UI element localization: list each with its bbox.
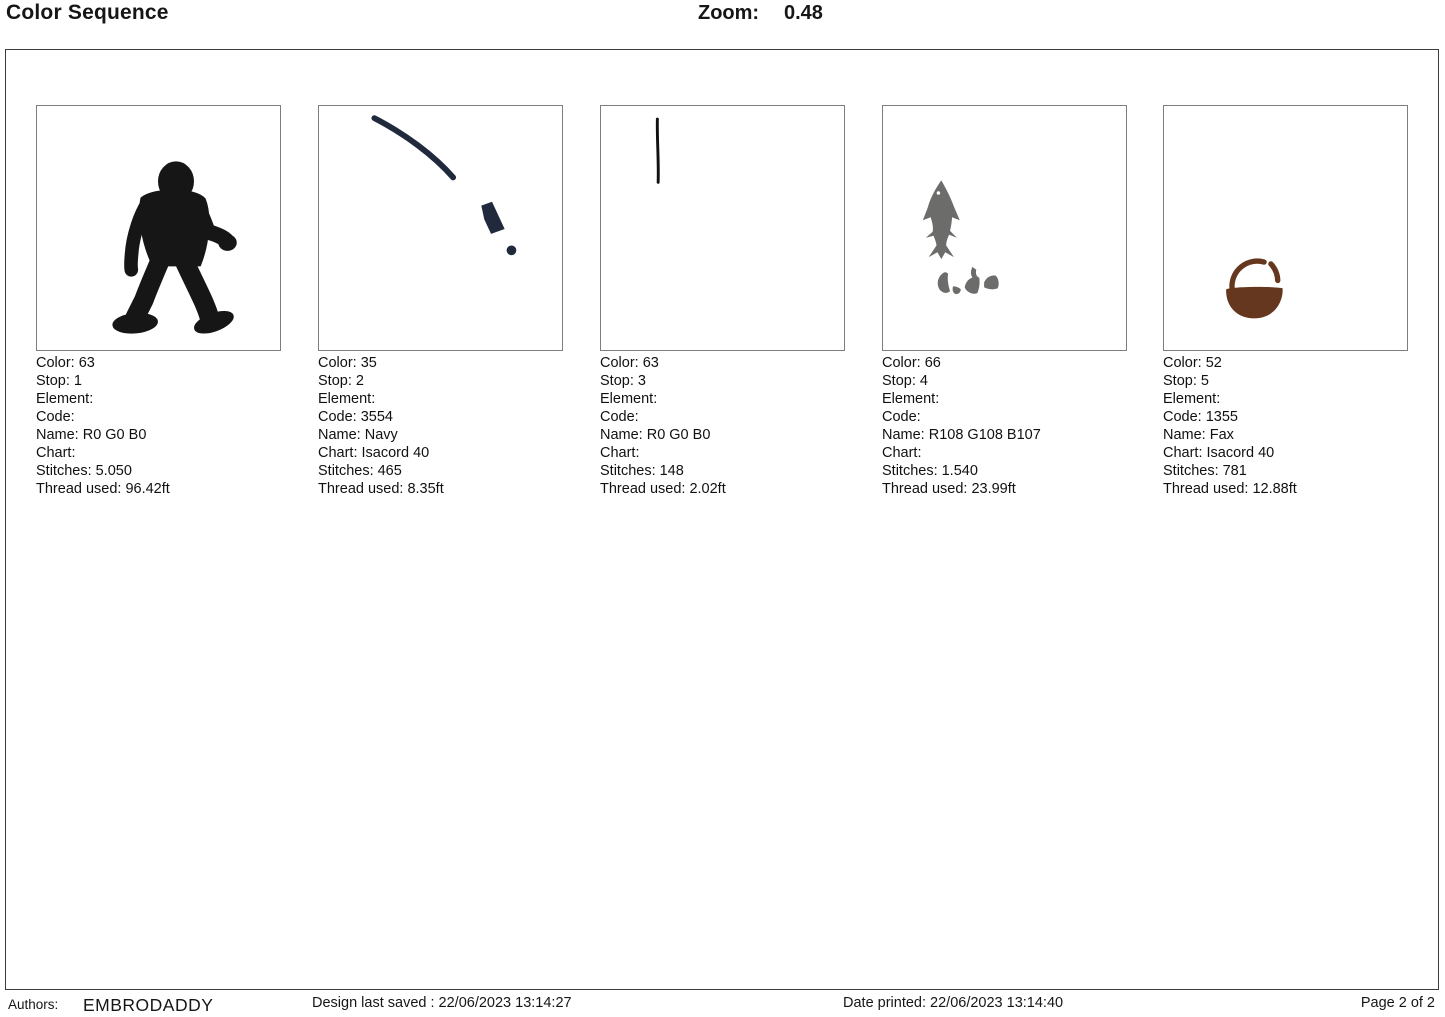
stop-4-thumbnail: [882, 105, 1127, 351]
date-printed: Date printed: 22/06/2023 13:14:40: [843, 995, 1064, 1011]
name-line: Name: R0 G0 B0: [600, 427, 711, 443]
fish-and-pieces-icon: [883, 106, 1126, 350]
color-line: Color: 52: [1163, 355, 1222, 371]
design-last-saved: Design last saved : 22/06/2023 13:14:27: [312, 995, 572, 1011]
element-line: Element:: [36, 391, 94, 407]
single-stitch-line-icon: [601, 106, 844, 350]
authors-label: Authors:: [8, 997, 59, 1012]
code-line: Code: 1355: [1163, 409, 1238, 425]
color-line: Color: 66: [882, 355, 941, 371]
element-line: Element:: [1163, 391, 1221, 407]
stop-line: Stop: 3: [600, 373, 646, 389]
color-line: Color: 35: [318, 355, 377, 371]
stitches-line: Stitches: 465: [318, 463, 402, 479]
stop-1-details: [36, 354, 316, 498]
thread-used-line: Thread used: 2.02ft: [600, 481, 726, 497]
stop-4-details: [882, 354, 1162, 498]
stop-3-details: [600, 354, 880, 498]
chart-line: Chart:: [882, 445, 922, 461]
stop-3-thumbnail: [600, 105, 845, 351]
authors-value: EMBRODADDY: [83, 995, 214, 1015]
chart-line: Chart:: [600, 445, 640, 461]
bigfoot-silhouette-icon: [37, 106, 280, 350]
stop-2-thumbnail: [318, 105, 563, 351]
code-line: Code:: [36, 409, 75, 425]
basket-icon: [1164, 106, 1407, 350]
stop-5-details: [1163, 354, 1443, 498]
stop-line: Stop: 1: [36, 373, 82, 389]
name-line: Name: Navy: [318, 427, 398, 443]
page-number: Page 2 of 2: [1360, 995, 1435, 1011]
name-line: Name: R0 G0 B0: [36, 427, 147, 443]
element-line: Element:: [318, 391, 376, 407]
color-line: Color: 63: [600, 355, 659, 371]
element-line: Element:: [882, 391, 940, 407]
thread-used-line: Thread used: 96.42ft: [36, 481, 170, 497]
stitches-line: Stitches: 148: [600, 463, 684, 479]
code-line: Code: 3554: [318, 409, 393, 425]
zoom-label: Zoom:: [698, 2, 760, 24]
stitches-line: Stitches: 1.540: [882, 463, 978, 479]
code-line: Code:: [600, 409, 639, 425]
chart-line: Chart: Isacord 40: [1163, 445, 1275, 461]
stop-1-thumbnail: [36, 105, 281, 351]
element-line: Element:: [600, 391, 658, 407]
color-line: Color: 63: [36, 355, 95, 371]
stop-line: Stop: 4: [882, 373, 928, 389]
stitches-line: Stitches: 5.050: [36, 463, 132, 479]
chart-line: Chart:: [36, 445, 76, 461]
name-line: Name: Fax: [1163, 427, 1234, 443]
name-line: Name: R108 G108 B107: [882, 427, 1041, 443]
code-line: Code:: [882, 409, 921, 425]
chart-line: Chart: Isacord 40: [318, 445, 430, 461]
zoom-value: 0.48: [784, 2, 823, 24]
stitches-line: Stitches: 781: [1163, 463, 1247, 479]
fishing-rod-line-icon: [319, 106, 562, 350]
thread-used-line: Thread used: 12.88ft: [1163, 481, 1297, 497]
thread-used-line: Thread used: 23.99ft: [882, 481, 1016, 497]
stop-2-details: [318, 354, 598, 498]
thread-used-line: Thread used: 8.35ft: [318, 481, 444, 497]
page-title: Color Sequence: [6, 1, 169, 24]
stop-line: Stop: 2: [318, 373, 364, 389]
stop-5-thumbnail: [1163, 105, 1408, 351]
stop-line: Stop: 5: [1163, 373, 1209, 389]
